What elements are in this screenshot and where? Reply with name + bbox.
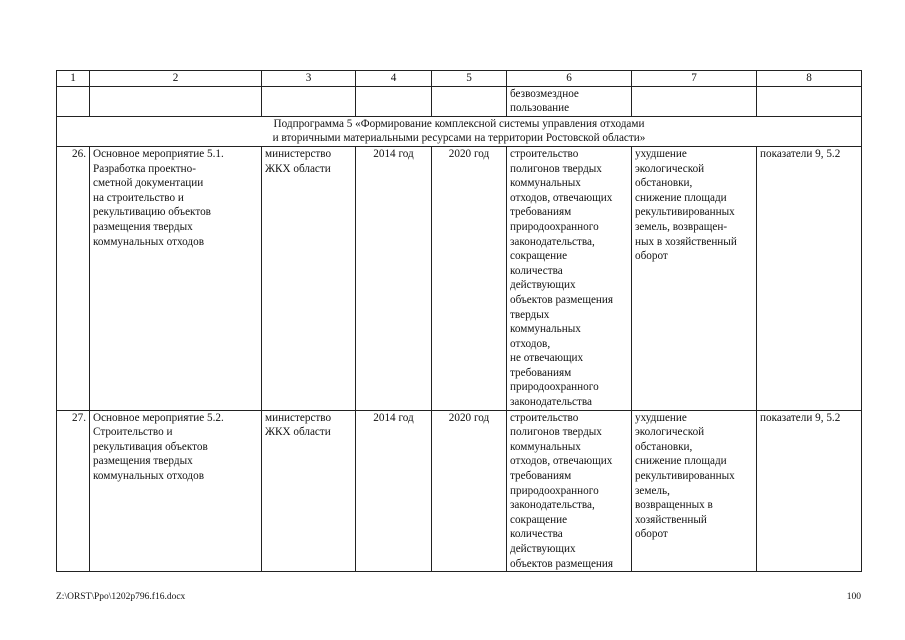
start-date: 2014 год	[356, 146, 432, 410]
subprogram-row	[57, 116, 862, 146]
table-cell	[90, 86, 262, 116]
expected-result: строительство полигонов твердых коммунальных отходов, отвечающих требованиям природоохранного законодательства, сокращение количества действующих объектов размещения твердых коммунальных отходов, не отвечающих требованиям природоохранного законодательства	[507, 146, 632, 410]
row-number: 26.	[57, 146, 90, 410]
end-date: 2020 год	[432, 146, 507, 410]
column-number: 2	[90, 71, 262, 87]
indicator-link: показатели 9, 5.2	[757, 146, 862, 410]
column-number: 6	[507, 71, 632, 87]
table-row	[57, 146, 862, 410]
measures-table	[56, 70, 862, 572]
column-number: 8	[757, 71, 862, 87]
column-number-row	[57, 71, 862, 87]
table-cell	[632, 86, 757, 116]
table-row	[57, 410, 862, 572]
executor: министерство ЖКХ области	[262, 146, 356, 410]
start-date: 2014 год	[356, 410, 432, 572]
page-number: 100	[846, 592, 861, 602]
end-date: 2020 год	[432, 410, 507, 572]
row-number: 27.	[57, 410, 90, 572]
measure-name: Основное мероприятие 5.1. Разработка проектно- сметной документации на строительство и рекультивацию объектов размещения твердых коммунальных отходов	[90, 146, 262, 410]
measure-name: Основное мероприятие 5.2. Строительство и рекультивация объектов размещения твердых коммунальных отходов	[90, 410, 262, 572]
table-cell	[57, 86, 90, 116]
expected-result: строительство полигонов твердых коммунальных отходов, отвечающих требованиям природоохранного законодательства, сокращение количества действующих объектов размещения	[507, 410, 632, 572]
table-cell	[262, 86, 356, 116]
executor: министерство ЖКХ области	[262, 410, 356, 572]
indicator-link: показатели 9, 5.2	[757, 410, 862, 572]
subprogram-title: Подпрограмма 5 «Формирование комплексной системы управления отходами и вторичными материальными ресурсами на территории Ростовской области»	[57, 116, 862, 146]
non-implementation-consequences: ухудшение экологической обстановки, снижение площади рекультивированных земель, возвращенных в хозяйственный оборот	[632, 410, 757, 572]
column-number: 7	[632, 71, 757, 87]
table-cell: безвозмездное пользование	[507, 86, 632, 116]
column-number: 5	[432, 71, 507, 87]
column-number: 4	[356, 71, 432, 87]
table-cell	[432, 86, 507, 116]
table-cell	[757, 86, 862, 116]
table-cell	[356, 86, 432, 116]
column-number: 3	[262, 71, 356, 87]
continuation-row	[57, 86, 862, 116]
column-number: 1	[57, 71, 90, 87]
non-implementation-consequences: ухудшение экологической обстановки, снижение площади рекультивированных земель, возвращен- ных в хозяйственный оборот	[632, 146, 757, 410]
footer-file-path: Z:\ORST\Ppo\1202p796.f16.docx	[56, 592, 186, 602]
